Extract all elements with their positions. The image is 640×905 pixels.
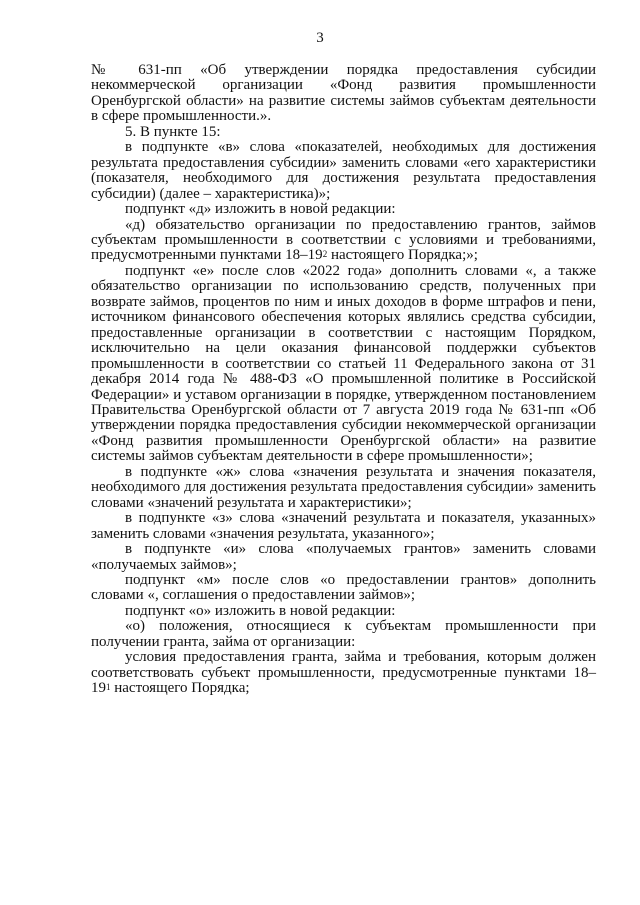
paragraph [91, 264, 596, 465]
paragraph [91, 465, 596, 511]
paragraph-text: подпункт «м» после слов «о предоставлении грантов» дополнить словами «, соглашения о предоставлении займов»; [91, 571, 596, 604]
paragraph-text: «д) обязательство организации по предоставлению грантов, займов субъектам промышленности в соответствии с условиями и требованиями, предусмотренными пунктами 18–19 [91, 216, 596, 264]
paragraph-text: «о) положения, относящиеся к субъектам промышленности при получении гранта, займа от организации: [91, 618, 596, 650]
paragraph-text: настоящего Порядка;»; [327, 247, 478, 264]
paragraph-text: подпункт «д» изложить в новой редакции: [125, 201, 396, 218]
paragraph-text: настоящего Порядка; [110, 680, 250, 697]
paragraph [91, 542, 596, 573]
paragraph [91, 573, 596, 604]
paragraph [91, 511, 596, 542]
paragraph [91, 63, 596, 125]
superscript: 1 [106, 682, 111, 693]
paragraph-text: в подпункте «в» слова «показателей, необходимых для достижения результата предоставления субсидии» заменить словами «его характеристики (показателя, необходимого для достижения результата предоставления субсидии) (далее – характеристика)»; [91, 139, 596, 202]
paragraph-text: в подпункте «ж» слова «значения результата и значения показателя, необходимого для достижения результата предоставления субсидии» заменить словами «значений результата и характеристики»; [91, 463, 596, 511]
document-body [91, 63, 596, 697]
paragraph [91, 650, 596, 696]
superscript: 2 [322, 249, 328, 260]
paragraph-text: в подпункте «и» слова «получаемых грантов» заменить словами «получаемых займов»; [91, 541, 596, 573]
paragraph [91, 125, 596, 140]
paragraph-text: подпункт «е» после слов «2022 года» дополнить словами «, а также обязательство организации по использованию средств, полученных при возврате займов, процентов по ним и иных доходов в форме штрафов и пени, источником финансового обеспечения которых являлись средства субсидии, предоставленные организации в соответствии с настоящим Порядком, исключительно на цели оказания финансовой поддержки субъектов промышленности в соответствии со статьей 11 Федерального закона от 31 декабря 2014 года № 488-ФЗ «О промышленной политике в Российской Федерации» и уставом организации в порядке, утвержденном постановлением Правительства Оренбургской области от 7 августа 2019 года № 631-пп «Об утверждении порядка предоставления субсидии некоммерческой организации «Фонд развития промышленности Оренбургской области» на развитие системы займов субъектам деятельности в сфере промышленности»; [91, 262, 596, 465]
paragraph-text: условия предоставления гранта, займа и требования, которым должен соответствовать субъект промышленности, предусмотренные пунктами 18–19 [91, 649, 596, 697]
paragraph [91, 619, 596, 650]
paragraph-text: подпункт «о» изложить в новой редакции: [125, 602, 396, 619]
paragraph-text: № 631-пп «Об утверждении порядка предоставления субсидии некоммерческой организации «Фонд развития промышленности Оренбургской области» на развитие системы займов субъектам деятельности в сфере промышленности.». [91, 62, 596, 125]
paragraph [91, 140, 596, 202]
paragraph-text: в подпункте «з» слова «значений результата и показателя, указанных» заменить словами «значения результата, указанного»; [91, 510, 596, 542]
paragraph [91, 604, 596, 619]
paragraph [91, 202, 596, 217]
page-number: 3 [316, 30, 324, 46]
paragraph-text: 5. В пункте 15: [125, 123, 221, 140]
paragraph [91, 218, 596, 264]
